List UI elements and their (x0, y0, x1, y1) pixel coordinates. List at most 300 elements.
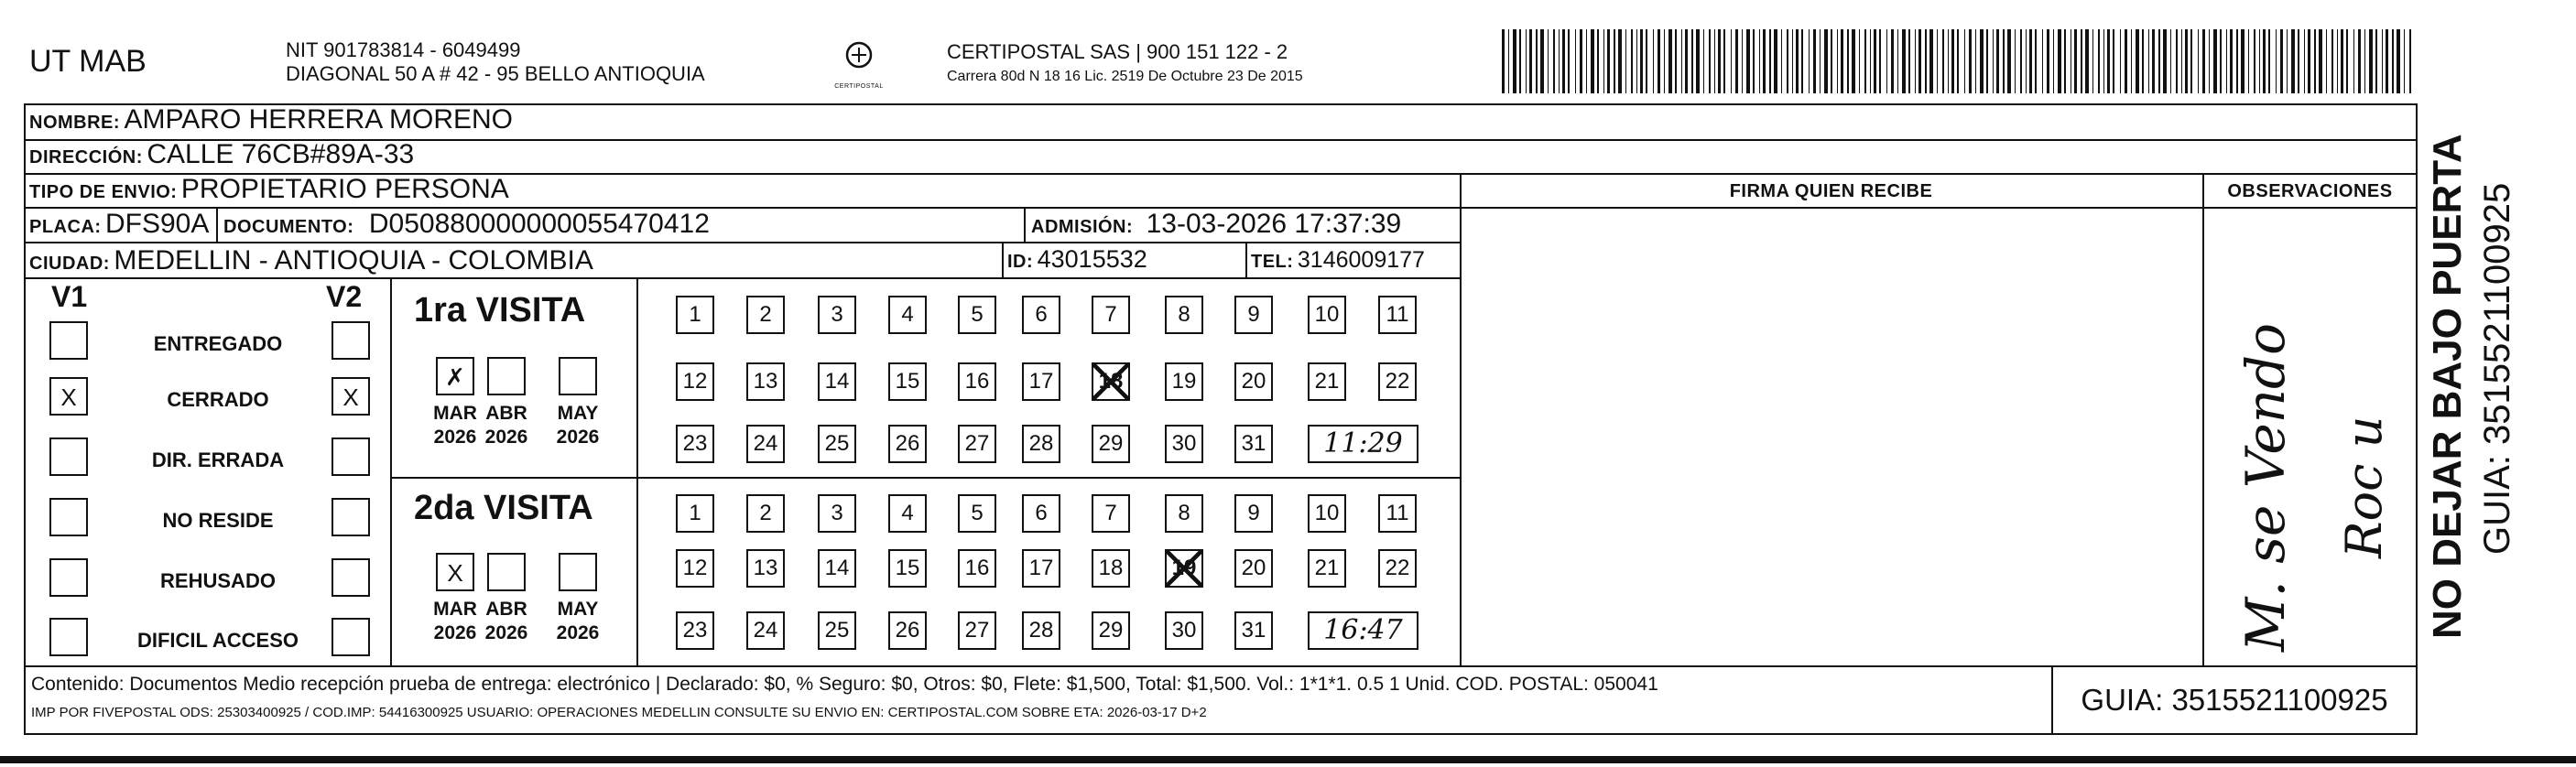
id-cell (1007, 245, 1147, 274)
barcode-bar (2369, 29, 2373, 93)
barcode-bar (1618, 29, 1622, 93)
day-box[interactable]: 30 (1165, 611, 1203, 650)
month-label: MAR (433, 403, 477, 424)
status-label: DIFICIL ACCESO (136, 629, 299, 652)
barcode-bar (1685, 29, 1688, 93)
barcode-bar (1603, 29, 1604, 93)
day-box[interactable]: 13 (746, 549, 785, 588)
month-label: MAY (557, 599, 599, 620)
nombre-value: AMPARO HERRERA MORENO (124, 104, 513, 135)
day-box[interactable]: 25 (818, 611, 856, 650)
day-box[interactable]: 23 (676, 611, 714, 650)
ciudad-value: MEDELLIN - ANTIOQUIA - COLOMBIA (114, 245, 593, 275)
barcode-bar (2047, 29, 2049, 93)
day-box[interactable]: 14 (818, 362, 856, 401)
barcode-bar (2181, 29, 2182, 93)
barcode-bar (2254, 29, 2255, 93)
barcode-bar (1513, 29, 1516, 93)
barcode-bar (1519, 29, 1521, 93)
day-box[interactable]: 19 (1165, 549, 1203, 588)
barcode-bar (1897, 29, 1898, 93)
day-box[interactable]: 3 (818, 494, 856, 533)
day-box[interactable]: 31 (1234, 611, 1273, 650)
day-box[interactable]: 21 (1308, 362, 1346, 401)
day-box[interactable]: 2 (746, 296, 785, 334)
barcode-bar (2241, 29, 2244, 93)
barcode-bar (2236, 29, 2238, 93)
barcode-bar (1591, 29, 1594, 93)
year-label: 2026 (484, 427, 528, 448)
day-box[interactable]: 6 (1022, 494, 1060, 533)
barcode-bar (2326, 29, 2327, 93)
barcode-bar (2287, 29, 2288, 93)
barcode-bar (1731, 29, 1732, 93)
company-name: UT MAB (29, 44, 147, 79)
barcode-bar (1548, 29, 1549, 93)
barcode-bar (1781, 29, 1782, 93)
month-label: MAY (557, 403, 599, 424)
day-box[interactable]: 21 (1308, 549, 1346, 588)
day-box[interactable]: 19 (1165, 362, 1203, 401)
day-box[interactable]: 24 (746, 611, 785, 650)
barcode-bar (1607, 29, 1610, 93)
day-box[interactable]: 11 (1378, 296, 1417, 334)
barcode-bar (2020, 29, 2022, 93)
time-box[interactable]: 11:29 (1308, 425, 1418, 463)
barcode-bar (1864, 29, 1866, 93)
barcode-bar (1986, 29, 1988, 93)
day-box[interactable]: 30 (1165, 425, 1203, 463)
day-box[interactable]: 25 (818, 425, 856, 463)
barcode-bar (1824, 29, 1828, 93)
documento-cell (223, 209, 710, 240)
barcode-bar (2375, 29, 2377, 93)
observation-handwriting-1: M. se Vendo (2234, 322, 2297, 652)
id-value: 43015532 (1037, 245, 1147, 273)
barcode-bar (2026, 29, 2027, 93)
nombre-row (29, 104, 513, 135)
month-checkbox[interactable]: ✗ (436, 357, 474, 395)
barcode-bar (2226, 29, 2227, 93)
v1-checkbox[interactable] (49, 618, 88, 656)
barcode-bar (1658, 29, 1660, 93)
day-box[interactable]: 29 (1092, 425, 1130, 463)
barcode (1500, 29, 2418, 93)
documento-value: D050880000000055470412 (368, 209, 710, 239)
barcode-bar (2397, 29, 2400, 93)
day-box[interactable]: 2 (746, 494, 785, 533)
barcode-bar (2198, 29, 2199, 93)
barcode-bar (1886, 29, 1887, 93)
ciudad-label: CIUDAD: (29, 254, 110, 274)
barcode-bar (1568, 29, 1570, 93)
month-label: MAR (433, 599, 477, 620)
barcode-bar (2158, 29, 2160, 93)
barcode-bar (2131, 29, 2132, 93)
day-box[interactable]: 11 (1378, 494, 1417, 533)
barcode-bar (1540, 29, 1544, 93)
barcode-bar (1668, 29, 1672, 93)
barcode-bar (2015, 29, 2016, 93)
barcode-bar (1809, 29, 1810, 93)
logo-icon (831, 38, 886, 79)
day-box[interactable]: 28 (1022, 425, 1060, 463)
barcode-bar (1980, 29, 1984, 93)
day-box[interactable]: 7 (1092, 296, 1130, 334)
v1-checkbox[interactable] (49, 498, 88, 536)
nit-text: NIT 901783814 - 6049499 (286, 38, 521, 61)
barcode-bar (1787, 29, 1788, 93)
barcode-bar (2263, 29, 2266, 93)
day-box[interactable]: 31 (1234, 425, 1273, 463)
barcode-bar (1837, 29, 1838, 93)
nombre-label: NOMBRE: (29, 113, 121, 133)
v2-checkbox[interactable] (332, 558, 370, 597)
barcode-bar (2042, 29, 2043, 93)
day-box[interactable]: 1 (676, 494, 714, 533)
barcode-bar (1951, 29, 1954, 93)
month-checkbox[interactable] (559, 357, 597, 395)
day-box[interactable]: 26 (888, 425, 927, 463)
barcode-bar (1526, 29, 1527, 93)
day-box[interactable]: 18 (1092, 549, 1130, 588)
day-box[interactable]: 24 (746, 425, 785, 463)
barcode-bar (2213, 29, 2217, 93)
day-box[interactable]: 5 (958, 296, 996, 334)
barcode-bar (2003, 29, 2005, 93)
barcode-bar (1948, 29, 1949, 93)
barcode-bar (2314, 29, 2316, 93)
placa-label: PLACA: (29, 217, 102, 237)
tipo-label: TIPO DE ENVIO: (29, 182, 178, 202)
footer-guia: GUIA: 3515521100925 (2081, 683, 2388, 717)
barcode-bar (2358, 29, 2361, 93)
barcode-bar (1918, 29, 1921, 93)
barcode-bar (1925, 29, 1927, 93)
barcode-bar (2058, 29, 2061, 93)
logo-text: CERTIPOSTAL (834, 83, 884, 90)
year-label: 2026 (433, 622, 477, 643)
barcode-bar (1964, 29, 1965, 93)
barcode-bar (1586, 29, 1587, 93)
day-box[interactable]: 9 (1234, 296, 1273, 334)
side-guia: GUIA: 3515521100925 (2477, 182, 2517, 555)
barcode-bar (1879, 29, 1881, 93)
day-box[interactable]: 17 (1022, 362, 1060, 401)
barcode-bar (1763, 29, 1766, 93)
barcode-bar (1508, 29, 1509, 93)
barcode-bar (2092, 29, 2093, 93)
day-box[interactable]: 8 (1165, 296, 1203, 334)
barcode-bar (1902, 29, 1906, 93)
barcode-bar (2346, 29, 2348, 93)
barcode-bar (2152, 29, 2155, 93)
barcode-bar (2319, 29, 2322, 93)
day-box[interactable]: 20 (1234, 362, 1273, 401)
status-label: DIR. ERRADA (151, 448, 285, 471)
side-warning: NO DEJAR BAJO PUERTA (2425, 134, 2470, 639)
barcode-bar (2113, 29, 2114, 93)
barcode-bar (2163, 29, 2167, 93)
barcode-bar (1969, 29, 1972, 93)
v2-checkbox[interactable]: X (332, 377, 370, 416)
ciudad-cell (29, 245, 593, 276)
tel-cell (1251, 247, 1425, 274)
barcode-bar (1792, 29, 1793, 93)
tipo-row (29, 174, 509, 205)
day-box[interactable]: 26 (888, 611, 927, 650)
barcode-bar (1942, 29, 1944, 93)
barcode-bar (1675, 29, 1677, 93)
barcode-bar (2230, 29, 2233, 93)
barcode-bar (1891, 29, 1894, 93)
barcode-bar (1915, 29, 1916, 93)
month-checkbox[interactable]: X (436, 553, 474, 591)
status-label: NO RESIDE (162, 509, 274, 532)
year-label: 2026 (484, 622, 528, 643)
barcode-bar (2280, 29, 2283, 93)
year-label: 2026 (433, 427, 477, 448)
tel-value: 3146009177 (1297, 247, 1425, 273)
status-label: CERRADO (167, 388, 269, 411)
barcode-bar (2304, 29, 2305, 93)
barcode-bar (1796, 29, 1799, 93)
certipostal-logo (831, 38, 886, 93)
admision-value: 13-03-2026 17:37:39 (1146, 209, 1402, 239)
barcode-bar (1718, 29, 1721, 93)
firma-header: FIRMA QUIEN RECIBE (1729, 181, 1933, 201)
v1-checkbox[interactable]: X (49, 377, 88, 416)
barcode-bar (2029, 29, 2032, 93)
time-box[interactable]: 16:47 (1308, 611, 1418, 650)
barcode-bar (2364, 29, 2365, 93)
day-box[interactable]: 16 (958, 362, 996, 401)
barcode-bar (2331, 29, 2333, 93)
v2-checkbox[interactable] (332, 498, 370, 536)
day-box[interactable]: 10 (1308, 494, 1346, 533)
barcode-bar (1631, 29, 1633, 93)
month-checkbox[interactable] (487, 553, 526, 591)
barcode-bar (1852, 29, 1855, 93)
day-box[interactable]: 6 (1022, 296, 1060, 334)
address-text: DIAGONAL 50 A # 42 - 95 BELLO ANTIOQUIA (286, 62, 705, 85)
day-box[interactable]: 13 (746, 362, 785, 401)
day-box[interactable]: 5 (958, 494, 996, 533)
barcode-image (1500, 29, 2418, 93)
barcode-bar (2035, 29, 2037, 93)
bottom-border (0, 756, 2576, 763)
year-label: 2026 (556, 622, 600, 643)
barcode-bar (1870, 29, 1871, 93)
day-box[interactable]: 7 (1092, 494, 1130, 533)
barcode-bar (1575, 29, 1576, 93)
status-label: ENTREGADO (153, 332, 283, 355)
barcode-bar (1831, 29, 1832, 93)
day-box[interactable]: 4 (888, 296, 927, 334)
barcode-bar (2185, 29, 2188, 93)
day-box[interactable]: 22 (1378, 362, 1417, 401)
barcode-bar (1769, 29, 1771, 93)
barcode-bar (2064, 29, 2066, 93)
tel-label: TEL: (1251, 252, 1294, 272)
barcode-bar (2248, 29, 2249, 93)
day-box[interactable]: 8 (1165, 494, 1203, 533)
barcode-bar (1625, 29, 1626, 93)
day-box[interactable]: 22 (1378, 549, 1417, 588)
barcode-bar (1746, 29, 1750, 93)
admision-cell (1031, 209, 1401, 240)
barcode-bar (1681, 29, 1682, 93)
barcode-bar (2107, 29, 2110, 93)
v2-checkbox[interactable] (332, 438, 370, 476)
barcode-bar (2220, 29, 2222, 93)
day-box[interactable]: 27 (958, 611, 996, 650)
observaciones-header: OBSERVACIONES (2227, 181, 2393, 201)
barcode-bar (2291, 29, 2295, 93)
barcode-bar (1691, 29, 1693, 93)
barcode-bar (2190, 29, 2192, 93)
v1-checkbox[interactable] (49, 558, 88, 597)
observation-handwriting-2: Roc u (2335, 416, 2393, 558)
barcode-bar (2202, 29, 2205, 93)
day-box[interactable]: 28 (1022, 611, 1060, 650)
barcode-bar (2404, 29, 2405, 93)
barcode-bar (1753, 29, 1755, 93)
day-box[interactable]: 12 (676, 549, 714, 588)
v2-checkbox[interactable] (332, 618, 370, 656)
month-label: ABR (485, 403, 527, 424)
barcode-bar (1937, 29, 1938, 93)
placa-value: DFS90A (105, 209, 210, 239)
barcode-bar (2353, 29, 2354, 93)
barcode-bar (2386, 29, 2388, 93)
barcode-bar (2382, 29, 2383, 93)
barcode-bar (1580, 29, 1582, 93)
barcode-bar (1703, 29, 1704, 93)
month-checkbox[interactable] (487, 357, 526, 395)
day-box[interactable]: 29 (1092, 611, 1130, 650)
barcode-bar (2392, 29, 2394, 93)
year-label: 2026 (556, 427, 600, 448)
barcode-bar (2337, 29, 2338, 93)
barcode-bar (2085, 29, 2089, 93)
direccion-row (29, 139, 414, 170)
footer-imp: IMP POR FIVEPOSTAL ODS: 25303400925 / COD.IMP: 54416300925 USUARIO: OPERACIONES MEDELLIN CONSULTE SU ENVIO EN: CERTIPOSTAL.COM SOBRE ETA: 2026-03-17 D+2 (31, 705, 1207, 720)
v1-checkbox[interactable] (49, 321, 88, 360)
day-box[interactable]: 4 (888, 494, 927, 533)
day-box[interactable]: 10 (1308, 296, 1346, 334)
barcode-bar (1640, 29, 1643, 93)
barcode-bar (1614, 29, 1615, 93)
barcode-bar (2053, 29, 2054, 93)
day-box[interactable]: 3 (818, 296, 856, 334)
day-box[interactable]: 27 (958, 425, 996, 463)
v1-header: V1 (51, 280, 88, 313)
barcode-bar (1709, 29, 1711, 93)
barcode-bar (1559, 29, 1560, 93)
barcode-bar (1714, 29, 1715, 93)
day-box[interactable]: 18 (1092, 362, 1130, 401)
barcode-bar (1975, 29, 1976, 93)
barcode-bar (2276, 29, 2277, 93)
barcode-bar (2103, 29, 2104, 93)
admision-label: ADMISIÓN: (1031, 217, 1134, 237)
day-box[interactable]: 15 (888, 362, 927, 401)
barcode-bar (1847, 29, 1849, 93)
barcode-bar (1908, 29, 1910, 93)
barcode-bar (1696, 29, 1700, 93)
day-box[interactable]: 12 (676, 362, 714, 401)
barcode-bar (1636, 29, 1637, 93)
day-box[interactable]: 1 (676, 296, 714, 334)
barcode-bar (2148, 29, 2149, 93)
barcode-bar (1996, 29, 1999, 93)
day-box[interactable]: 23 (676, 425, 714, 463)
barcode-bar (1646, 29, 1647, 93)
documento-label: DOCUMENTO: (223, 217, 354, 237)
barcode-bar (1859, 29, 1860, 93)
barcode-bar (1759, 29, 1760, 93)
barcode-bar (1929, 29, 1933, 93)
barcode-bar (2142, 29, 2144, 93)
barcode-bar (1957, 29, 1959, 93)
barcode-bar (1820, 29, 1821, 93)
barcode-bar (2409, 29, 2411, 93)
barcode-bar (2298, 29, 2299, 93)
status-label: REHUSADO (160, 569, 276, 592)
header (0, 0, 2576, 101)
barcode-bar (1529, 29, 1532, 93)
barcode-bar (2136, 29, 2139, 93)
barcode-bar (1553, 29, 1555, 93)
barcode-bar (1993, 29, 1994, 93)
day-box[interactable]: 9 (1234, 494, 1273, 533)
barcode-bar (2125, 29, 2127, 93)
day-box[interactable]: 20 (1234, 549, 1273, 588)
day-box[interactable]: 14 (818, 549, 856, 588)
barcode-bar (1735, 29, 1738, 93)
day-box[interactable]: 17 (1022, 549, 1060, 588)
day-box[interactable]: 15 (888, 549, 927, 588)
barcode-bar (2120, 29, 2121, 93)
barcode-bar (1801, 29, 1803, 93)
barcode-bar (2007, 29, 2011, 93)
tipo-value: PROPIETARIO PERSONA (180, 174, 509, 204)
barcode-bar (2170, 29, 2171, 93)
barcode-bar (1502, 29, 1505, 93)
barcode-bar (2341, 29, 2343, 93)
barcode-bar (1813, 29, 1816, 93)
month-checkbox[interactable] (559, 553, 597, 591)
barcode-bar (2268, 29, 2270, 93)
v2-checkbox[interactable] (332, 321, 370, 360)
barcode-bar (2308, 29, 2310, 93)
direccion-label: DIRECCIÓN: (29, 147, 143, 167)
barcode-bar (2081, 29, 2082, 93)
v1-checkbox[interactable] (49, 438, 88, 476)
barcode-bar (1664, 29, 1665, 93)
barcode-bar (2074, 29, 2077, 93)
barcode-bar (1742, 29, 1743, 93)
barcode-bar (1562, 29, 1565, 93)
barcode-bar (1774, 29, 1777, 93)
barcode-bar (1723, 29, 1725, 93)
first-visit-title: 1ra VISITA (414, 291, 586, 329)
barcode-bar (2209, 29, 2210, 93)
barcode-bar (2259, 29, 2260, 93)
day-box[interactable]: 16 (958, 549, 996, 588)
direccion-value: CALLE 76CB#89A-33 (147, 139, 415, 169)
